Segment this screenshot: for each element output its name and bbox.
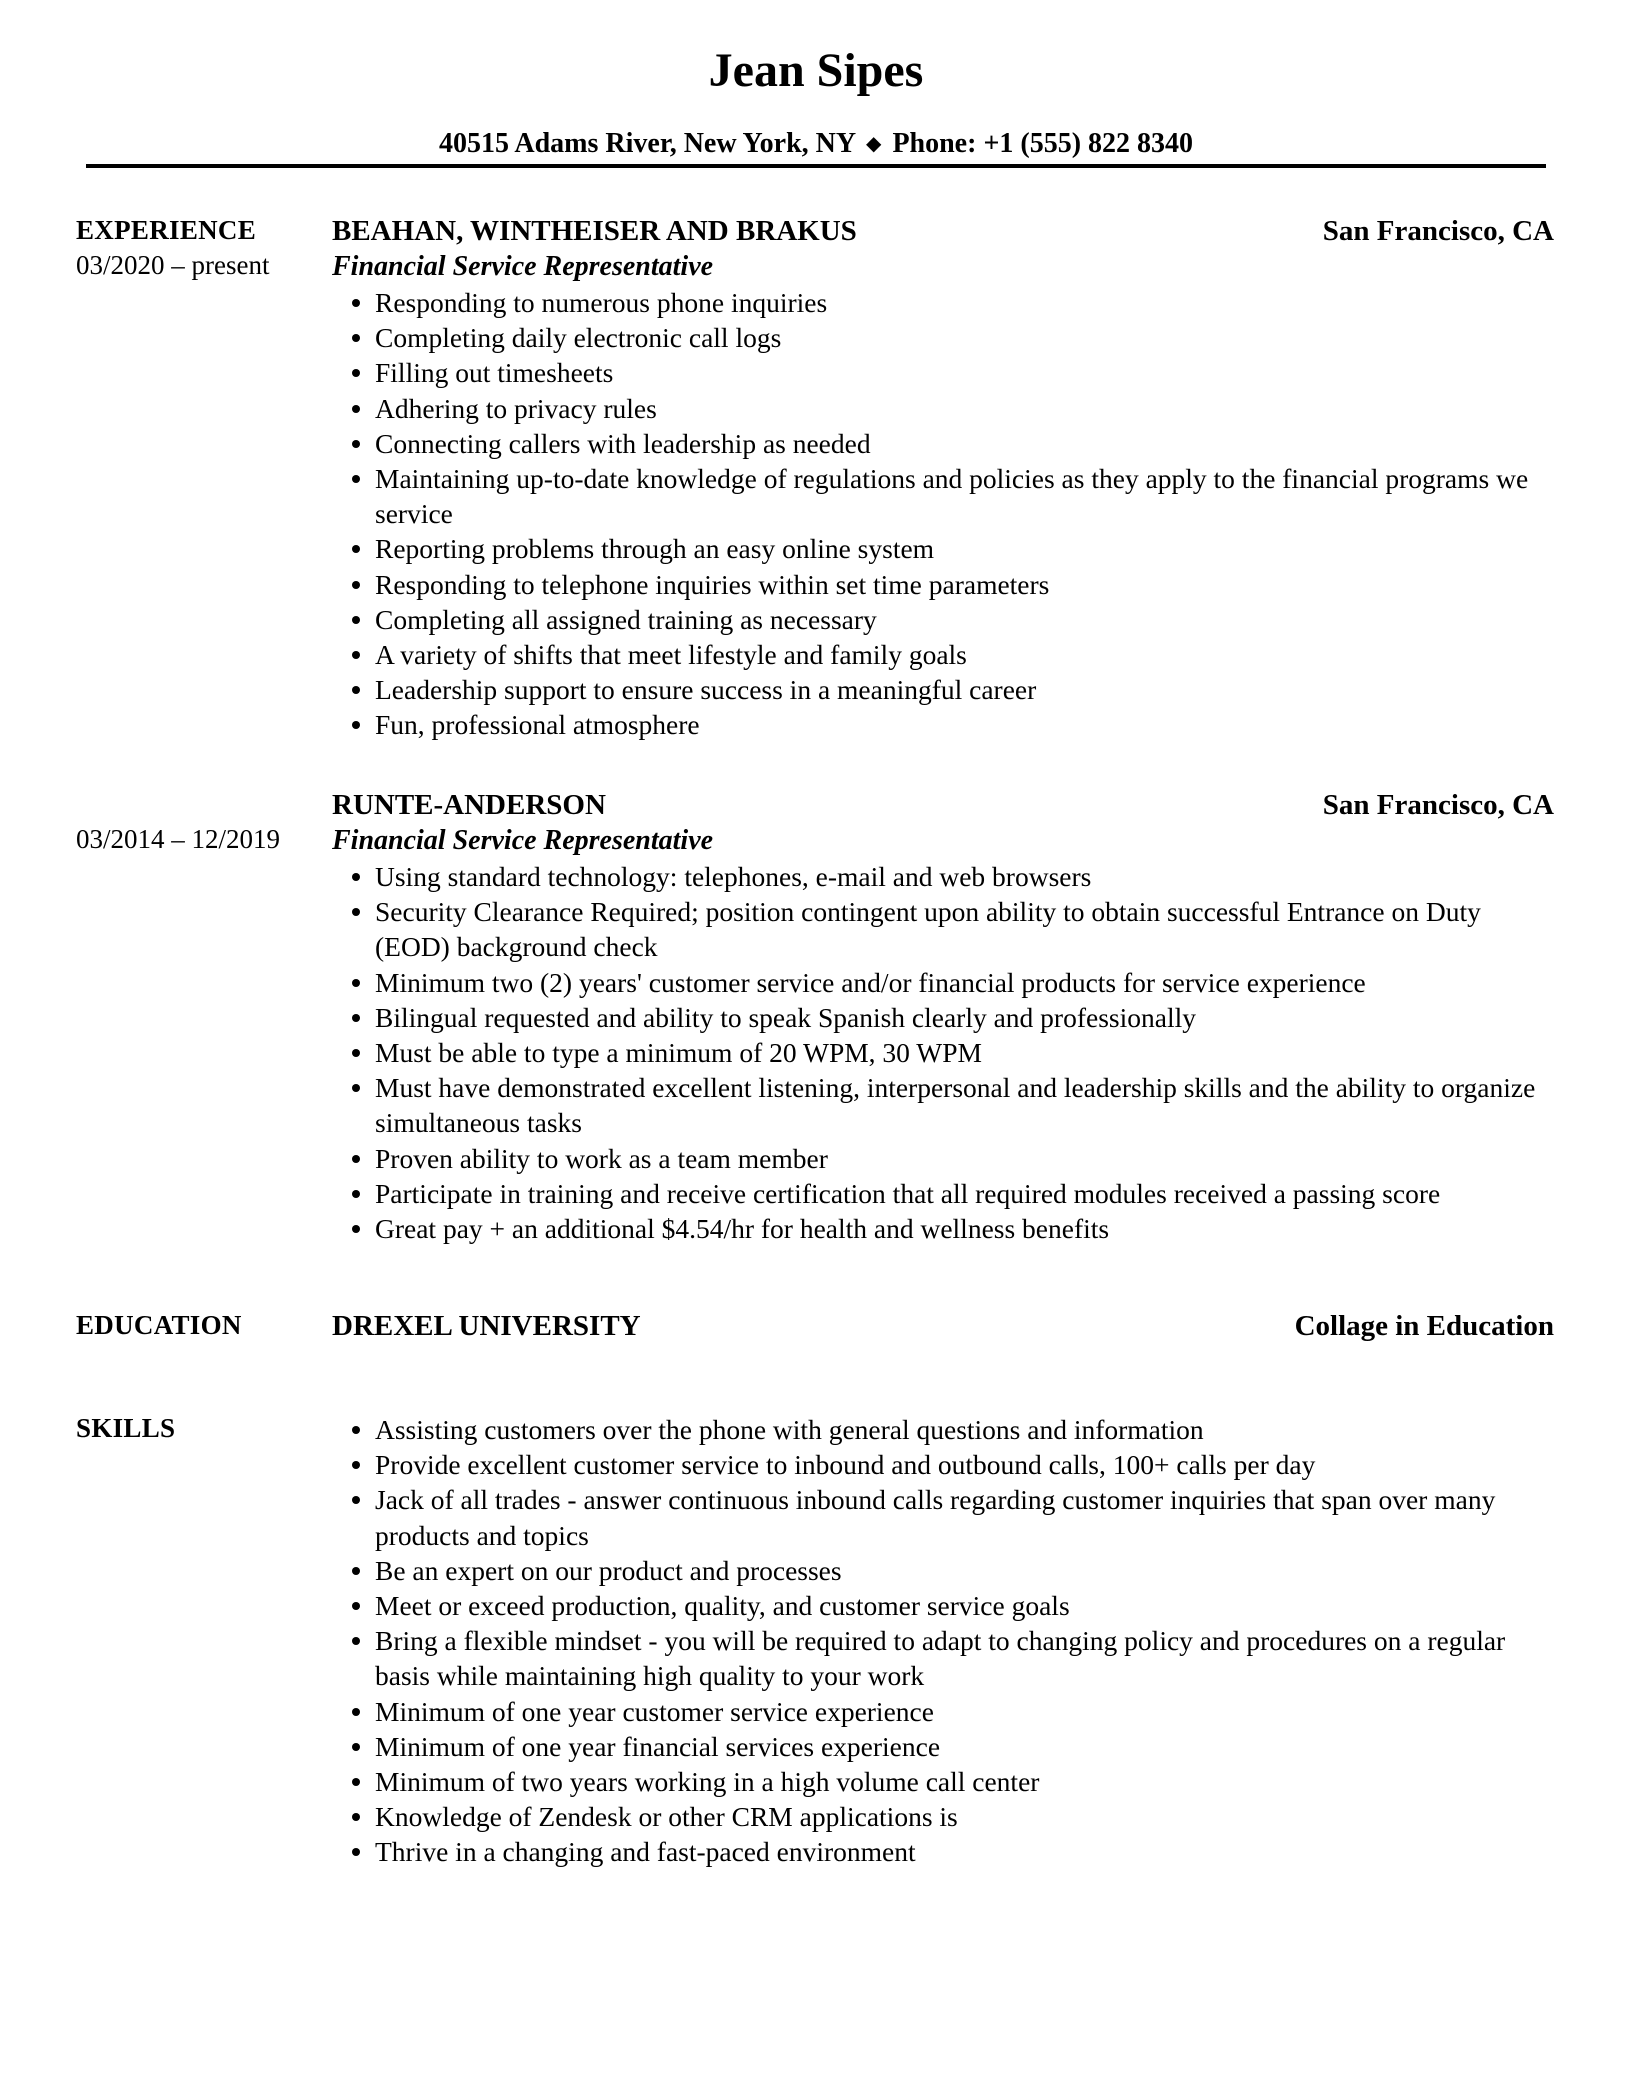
list-item: Minimum of two years working in a high volume call center: [332, 1764, 1562, 1799]
list-item: Maintaining up-to-date knowledge of regulations and policies as they apply to the financial programs we service: [332, 461, 1562, 531]
degree: Collage in Education: [1294, 1310, 1554, 1342]
list-item: Reporting problems through an easy online system: [332, 531, 1562, 566]
section-label-education: EDUCATION: [76, 1310, 242, 1340]
list-item: Bilingual requested and ability to speak Spanish clearly and professionally: [332, 1000, 1562, 1035]
list-item: Bring a flexible mindset - you will be required to adapt to changing policy and procedures on a regular basis while maintaining high quality to your work: [332, 1623, 1562, 1693]
list-item: Fun, professional atmosphere: [332, 707, 1562, 742]
diamond-separator-icon: ◆: [866, 133, 882, 155]
list-item: Completing all assigned training as necessary: [332, 602, 1562, 637]
list-item: Responding to telephone inquiries within set time parameters: [332, 567, 1562, 602]
list-item: Completing daily electronic call logs: [332, 320, 1562, 355]
list-item: A variety of shifts that meet lifestyle and family goals: [332, 637, 1562, 672]
company-name: BEAHAN, WINTHEISER AND BRAKUS: [332, 215, 857, 247]
job-location: San Francisco, CA: [1322, 789, 1554, 821]
list-item: Thrive in a changing and fast-paced environment: [332, 1834, 1562, 1869]
list-item: Assisting customers over the phone with general questions and information: [332, 1412, 1562, 1447]
candidate-name: Jean Sipes: [708, 44, 924, 97]
list-item: Minimum two (2) years' customer service and/or financial products for service experience: [332, 965, 1562, 1000]
list-item: Be an expert on our product and processes: [332, 1553, 1562, 1588]
section-label-skills: SKILLS: [76, 1413, 176, 1443]
list-item: Leadership support to ensure success in a meaningful career: [332, 672, 1562, 707]
skills-list: [332, 1412, 1562, 1870]
job-header: [332, 213, 1554, 249]
job-duties-list: [332, 285, 1562, 743]
list-item: Participate in training and receive certification that all required modules received a passing score: [332, 1176, 1562, 1211]
list-item: Great pay + an additional $4.54/hr for health and wellness benefits: [332, 1211, 1562, 1246]
list-item: Security Clearance Required; position contingent upon ability to obtain successful Entrance on Duty (EOD) background check: [332, 894, 1562, 964]
list-item: Jack of all trades - answer continuous inbound calls regarding customer inquiries that span over many products and topics: [332, 1482, 1562, 1552]
job-duties-list: [332, 859, 1562, 1246]
contact-line: [0, 124, 1632, 164]
school-name: DREXEL UNIVERSITY: [332, 1310, 641, 1342]
job-title: Financial Service Representative: [332, 825, 714, 856]
job-title: Financial Service Representative: [332, 251, 714, 282]
list-item: Filling out timesheets: [332, 355, 1562, 390]
list-item: Provide excellent customer service to inbound and outbound calls, 100+ calls per day: [332, 1447, 1562, 1482]
list-item: Minimum of one year customer service experience: [332, 1694, 1562, 1729]
list-item: Meet or exceed production, quality, and customer service goals: [332, 1588, 1562, 1623]
section-label-experience: EXPERIENCE: [76, 215, 257, 245]
header-divider: [86, 164, 1546, 168]
address: 40515 Adams River, New York, NY: [438, 128, 856, 159]
job-header: [332, 787, 1554, 823]
list-item: Responding to numerous phone inquiries: [332, 285, 1562, 320]
job-dates: 03/2020 – present: [76, 250, 270, 280]
list-item: Must have demonstrated excellent listening, interpersonal and leadership skills and the ability to organize simultaneous tasks: [332, 1070, 1562, 1140]
job-dates: 03/2014 – 12/2019: [76, 824, 281, 854]
list-item: Using standard technology: telephones, e-mail and web browsers: [332, 859, 1562, 894]
job-location: San Francisco, CA: [1322, 215, 1554, 247]
list-item: Knowledge of Zendesk or other CRM applications is: [332, 1799, 1562, 1834]
phone: Phone: +1 (555) 822 8340: [892, 128, 1194, 159]
list-item: Must be able to type a minimum of 20 WPM, 30 WPM: [332, 1035, 1562, 1070]
company-name: RUNTE-ANDERSON: [332, 789, 606, 821]
list-item: Proven ability to work as a team member: [332, 1141, 1562, 1176]
list-item: Connecting callers with leadership as needed: [332, 426, 1562, 461]
list-item: Adhering to privacy rules: [332, 391, 1562, 426]
list-item: Minimum of one year financial services experience: [332, 1729, 1562, 1764]
education-header: [332, 1308, 1554, 1344]
